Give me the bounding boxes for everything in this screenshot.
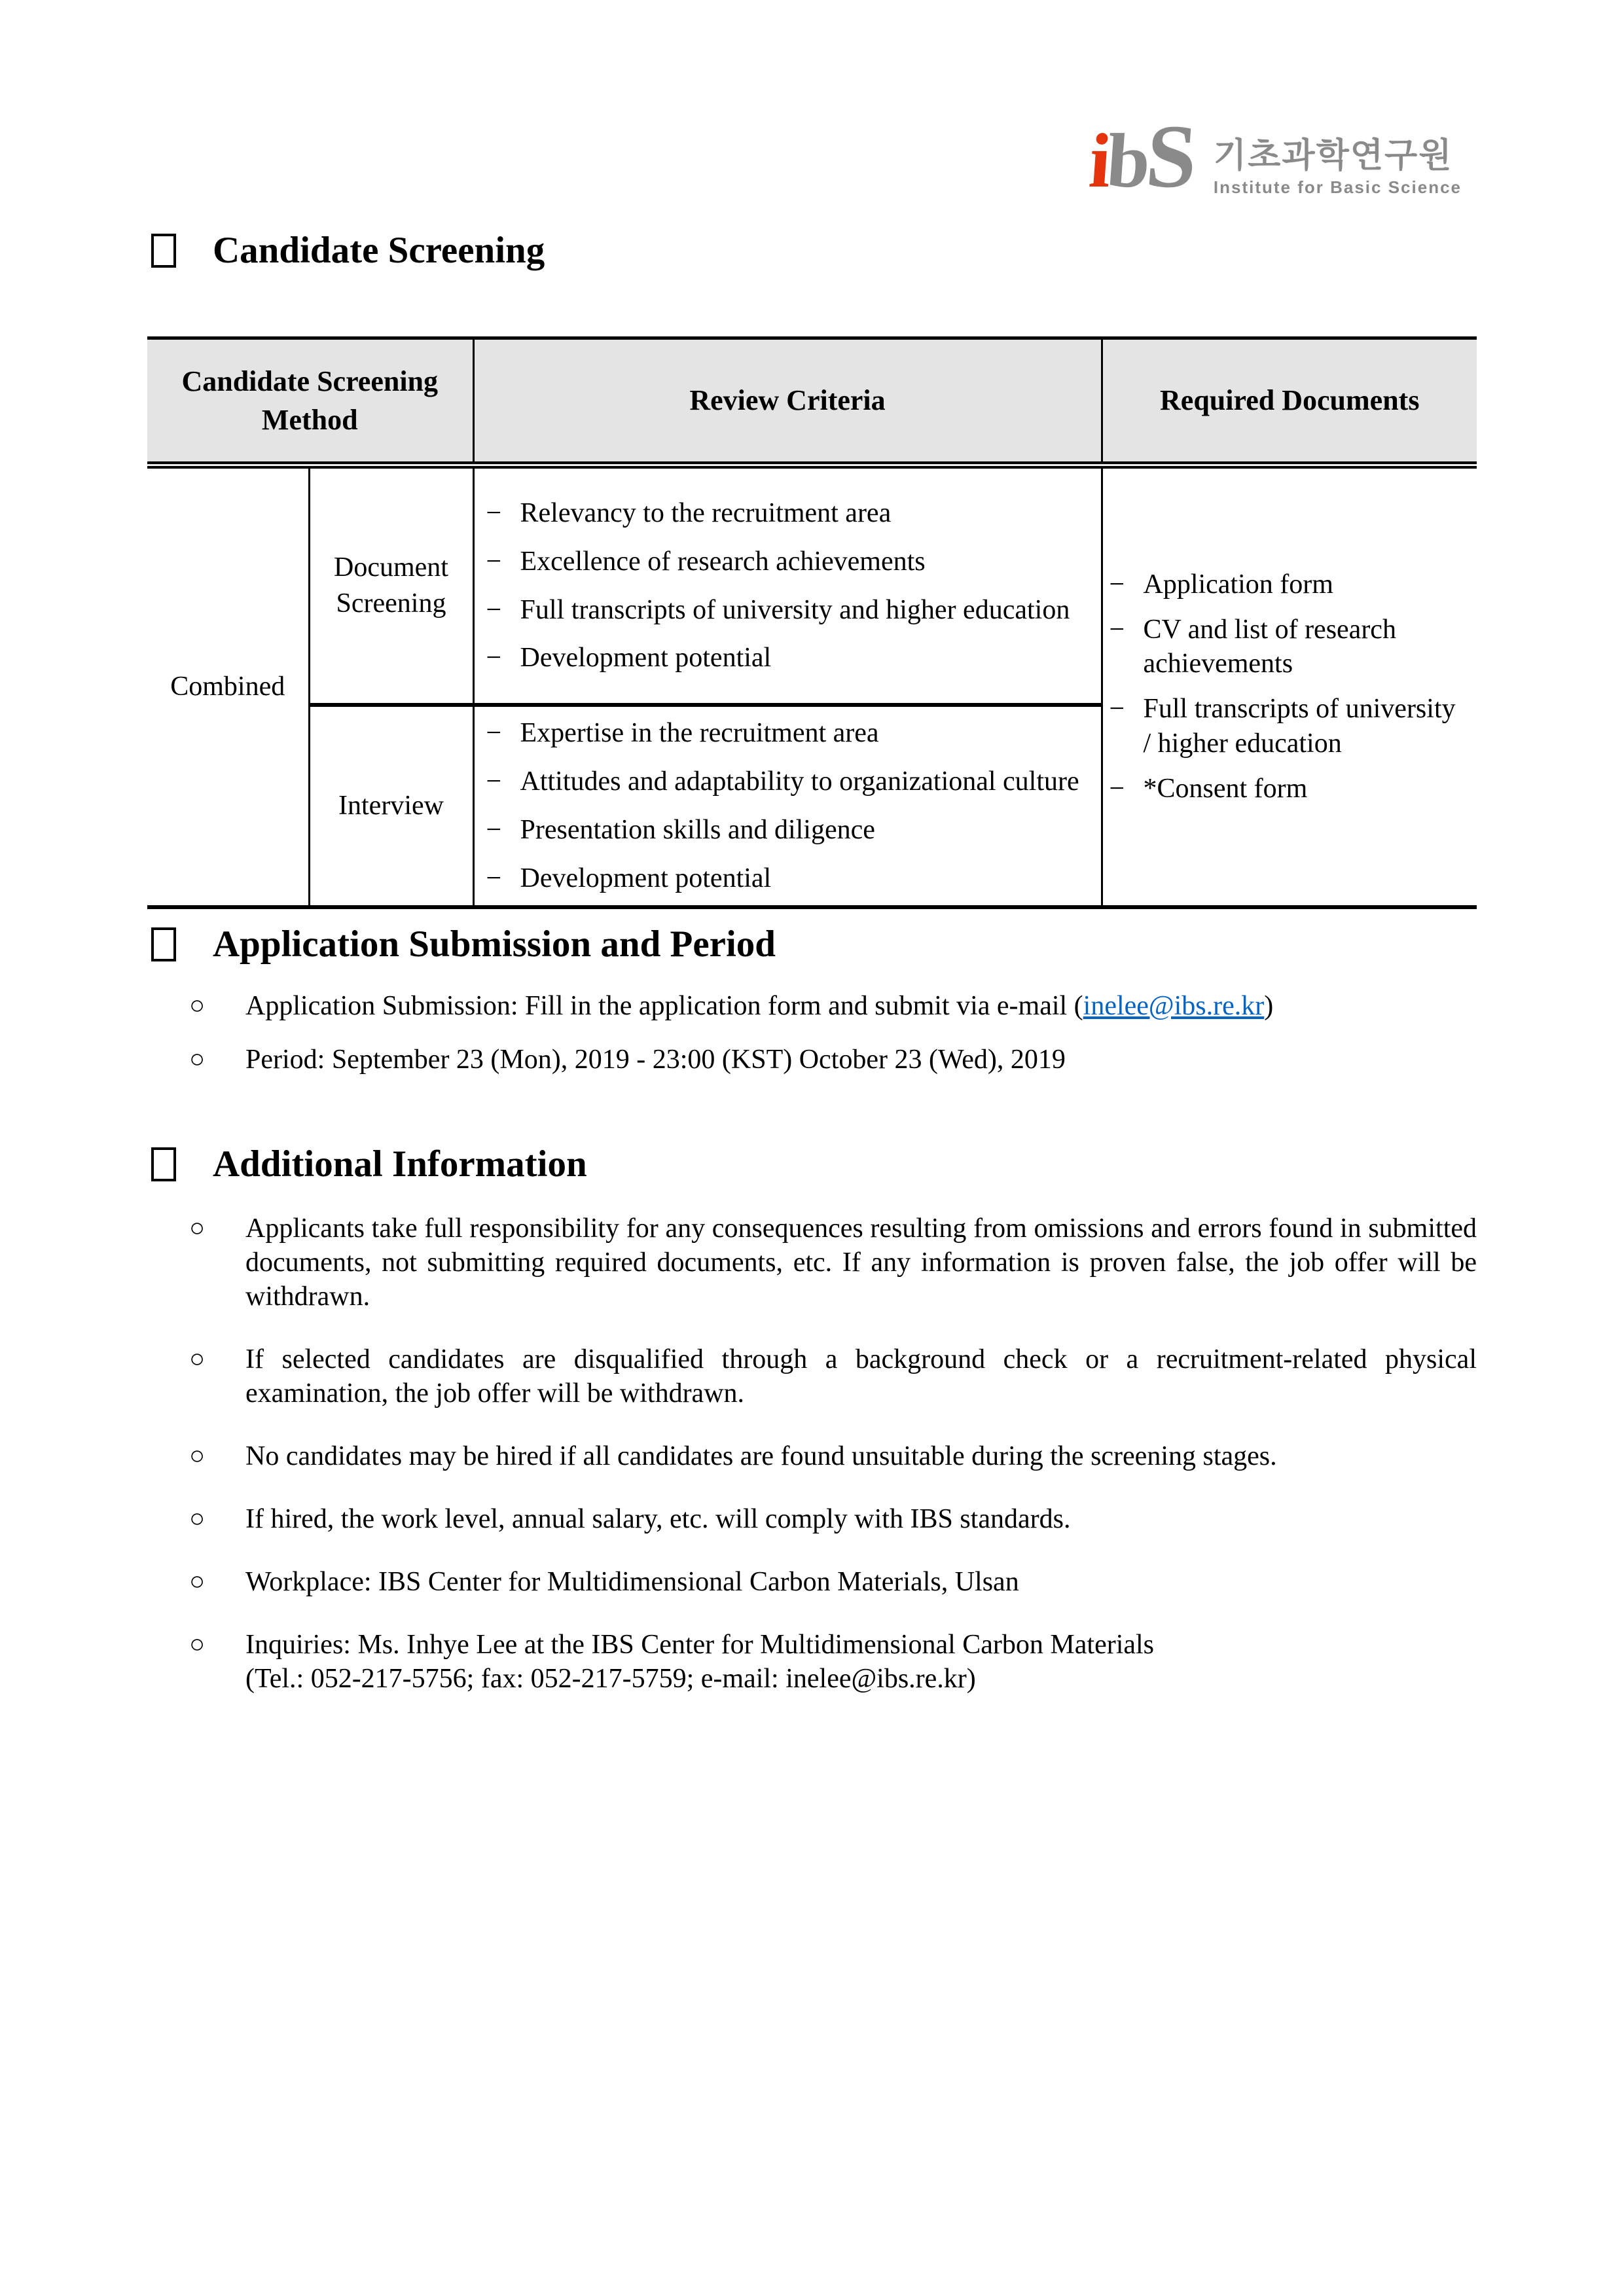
logo-korean-name: 기초과학연구원: [1213, 137, 1453, 175]
criteria-cell-document-screening: [473, 465, 1102, 706]
criteria-item: − Attitudes and adaptability to organizational culture: [486, 764, 1094, 799]
criteria-item: − Development potential: [486, 861, 1094, 896]
ibs-logo-mark-icon: [1086, 106, 1200, 206]
inquiries-contact-line: (Tel.: 052-217-5756; fax: 052-217-5759; e-mail: inelee@ibs.re.kr): [245, 1664, 976, 1695]
list-item-inquiries: [147, 1628, 1477, 1696]
dash-bullet-icon: −: [486, 594, 502, 625]
criteria-item: − Presentation skills and diligence: [486, 813, 1094, 848]
candidate-screening-heading: [147, 230, 1477, 272]
required-document-item: − CV and list of research achievements: [1110, 613, 1468, 682]
circle-bullet-icon: ○: [189, 1566, 206, 1596]
list-item: [147, 1502, 1477, 1536]
required-document-item: − Application form: [1110, 567, 1468, 602]
circle-bullet-icon: ○: [189, 1212, 206, 1242]
section-application-submission: [147, 924, 1477, 1077]
circle-bullet-icon: ○: [189, 1343, 206, 1373]
candidate-screening-table-wrap: [147, 336, 1477, 909]
list-item-period: [147, 1043, 1477, 1077]
additional-item-text: Workplace: IBS Center for Multidimensional Carbon Materials, Ulsan: [245, 1567, 1019, 1598]
header-review-criteria: Review Criteria: [473, 338, 1102, 465]
additional-item-text: No candidates may be hired if all candidates are found unsuitable during the screening stages.: [245, 1441, 1277, 1472]
dash-bullet-icon: −: [1109, 774, 1125, 804]
criteria-cell-interview: [473, 705, 1102, 907]
stage-cell-document-screening: Document Screening: [309, 465, 473, 706]
list-item-submission: [147, 989, 1477, 1023]
dash-bullet-icon: −: [486, 814, 502, 845]
required-documents-cell: [1102, 465, 1477, 907]
inquiries-text: Inquiries: Ms. Inhye Lee at the IBS Center for Multidimensional Carbon Materials (Tel.: 052-217-5756; fax: 052-217-5759; e-mail: inelee@ibs.re.kr): [245, 1628, 1477, 1696]
table-row: [147, 465, 1477, 706]
square-bullet-icon: [151, 234, 176, 268]
candidate-screening-table: [147, 336, 1477, 909]
additional-bullet-list: [147, 1211, 1477, 1696]
application-submission-heading-text: Application Submission and Period: [213, 924, 776, 965]
circle-bullet-icon: ○: [189, 1503, 206, 1534]
list-item: [147, 1565, 1477, 1599]
list-item: [147, 1211, 1477, 1314]
table-header-row: [147, 338, 1477, 465]
dash-bullet-icon: −: [486, 497, 502, 528]
dash-bullet-icon: −: [1109, 694, 1125, 725]
dash-bullet-icon: −: [1109, 614, 1125, 645]
stage-cell-interview: Interview: [309, 705, 473, 907]
list-item: [147, 1439, 1477, 1473]
required-document-item: − Full transcripts of university / higher education: [1110, 692, 1468, 761]
criteria-item: − Development potential: [486, 641, 1094, 675]
dash-bullet-icon: −: [486, 546, 502, 577]
logo-letter-s: S: [1142, 106, 1200, 206]
submission-text: Application Submission: Fill in the application form and submit via e-mail (inelee@ibs.re.kr): [245, 990, 1274, 1021]
circle-bullet-icon: ○: [189, 1629, 206, 1659]
criteria-item: − Full transcripts of university and higher education: [486, 593, 1094, 628]
required-document-item: − *Consent form: [1110, 772, 1468, 806]
dash-bullet-icon: −: [486, 718, 502, 748]
dash-bullet-icon: −: [486, 766, 502, 797]
header-method: Candidate Screening Method: [147, 338, 473, 465]
logo-english-name: Institute for Basic Science: [1213, 177, 1462, 197]
additional-item-text: If hired, the work level, annual salary, etc. will comply with IBS standards.: [245, 1504, 1071, 1535]
additional-information-heading: [147, 1144, 1477, 1185]
circle-bullet-icon: ○: [189, 1043, 206, 1073]
logo-letter-i: i: [1086, 118, 1110, 204]
logo-text: [1214, 137, 1462, 202]
criteria-item: − Excellence of research achievements: [486, 545, 1094, 579]
section-additional-information: [147, 1144, 1477, 1696]
dash-bullet-icon: −: [486, 863, 502, 893]
application-submission-heading: [147, 924, 1477, 965]
dash-bullet-icon: −: [1109, 569, 1125, 600]
ibs-logo: [1086, 106, 1462, 206]
additional-information-heading-text: Additional Information: [213, 1143, 587, 1185]
email-link[interactable]: inelee@ibs.re.kr: [1083, 990, 1265, 1021]
candidate-screening-heading-text: Candidate Screening: [213, 230, 545, 271]
additional-item-text: Applicants take full responsibility for any consequences resulting from omissions and errors found in submitted documents, not submitting required documents, etc. If any information is proven false, the job offer will be withdrawn.: [245, 1213, 1477, 1312]
additional-item-text: If selected candidates are disqualified through a background check or a recruitment-related physical examination, the job offer will be withdrawn.: [245, 1344, 1477, 1408]
circle-bullet-icon: ○: [189, 990, 206, 1020]
criteria-item: − Expertise in the recruitment area: [486, 716, 1094, 751]
list-item: [147, 1342, 1477, 1410]
criteria-item: − Relevancy to the recruitment area: [486, 496, 1094, 531]
method-cell: Combined: [147, 465, 309, 907]
logo-letter-b: b: [1104, 118, 1149, 204]
application-bullet-list: [147, 989, 1477, 1077]
dash-bullet-icon: −: [486, 643, 502, 673]
square-bullet-icon: [151, 1147, 176, 1181]
section-candidate-screening: [147, 230, 1477, 272]
square-bullet-icon: [151, 927, 176, 961]
period-text: Period: September 23 (Mon), 2019 - 23:00 (KST) October 23 (Wed), 2019: [245, 1044, 1066, 1075]
header-required-documents: Required Documents: [1102, 338, 1477, 465]
circle-bullet-icon: ○: [189, 1441, 206, 1471]
